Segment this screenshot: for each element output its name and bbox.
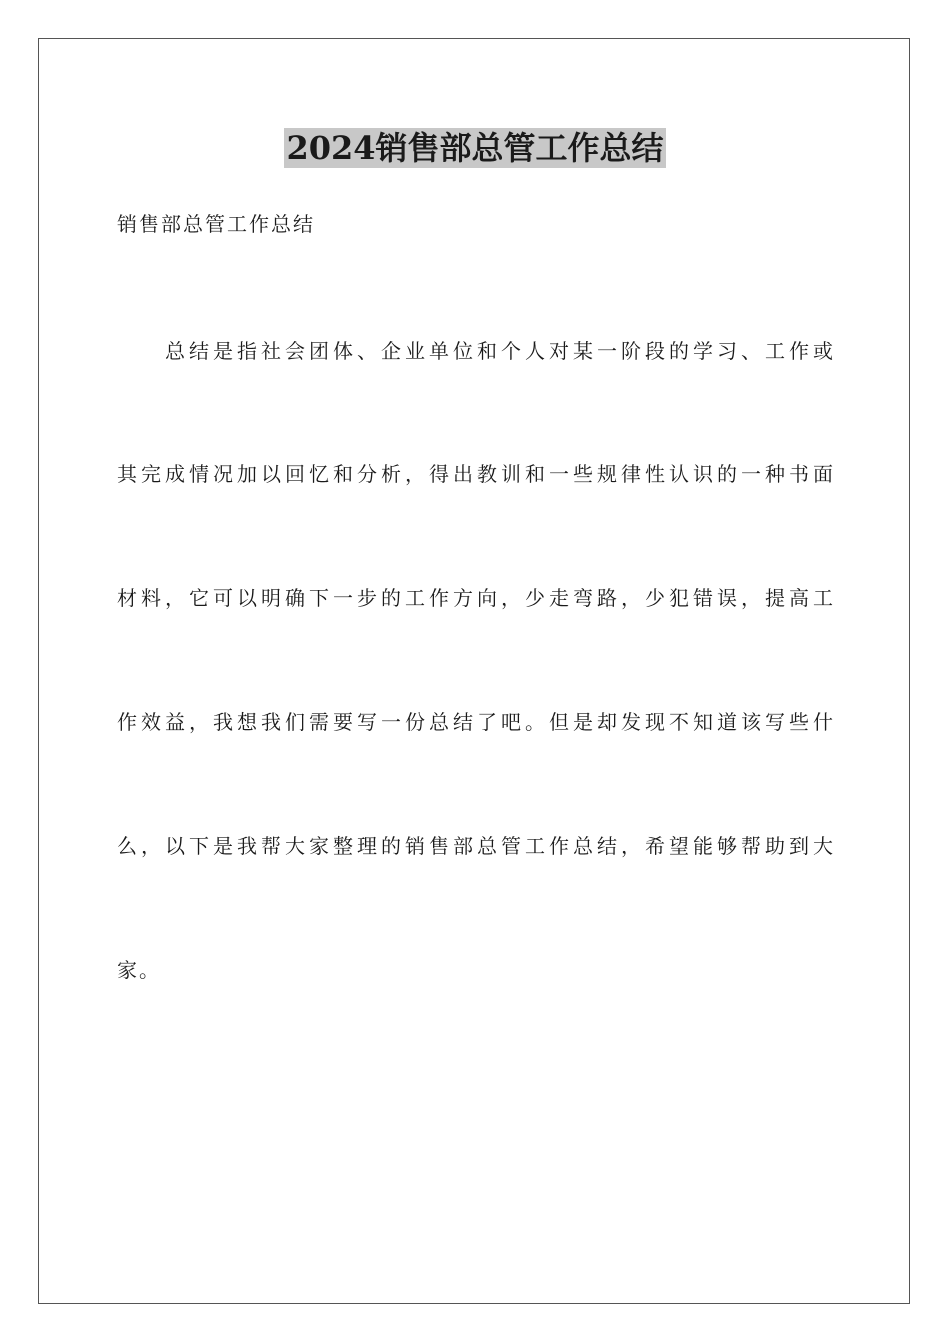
document-title: 2024销售部总管工作总结: [286, 129, 664, 167]
paragraph-line-5: 么，以下是我帮大家整理的销售部总管工作总结，希望能够帮助到大: [117, 834, 833, 858]
title-container: [0, 128, 950, 168]
paragraph-line-1: 总结是指社会团体、企业单位和个人对某一阶段的学习、工作或: [165, 339, 833, 363]
paragraph-line-3: 材料，它可以明确下一步的工作方向，少走弯路，少犯错误，提高工: [117, 586, 833, 610]
document-subheading: 销售部总管工作总结: [117, 212, 315, 236]
paragraph-line-4: 作效益，我想我们需要写一份总结了吧。但是却发现不知道该写些什: [117, 710, 833, 734]
paragraph-line-6: 家。: [117, 958, 161, 982]
paragraph-line-2: 其完成情况加以回忆和分析，得出教训和一些规律性认识的一种书面: [117, 462, 833, 486]
